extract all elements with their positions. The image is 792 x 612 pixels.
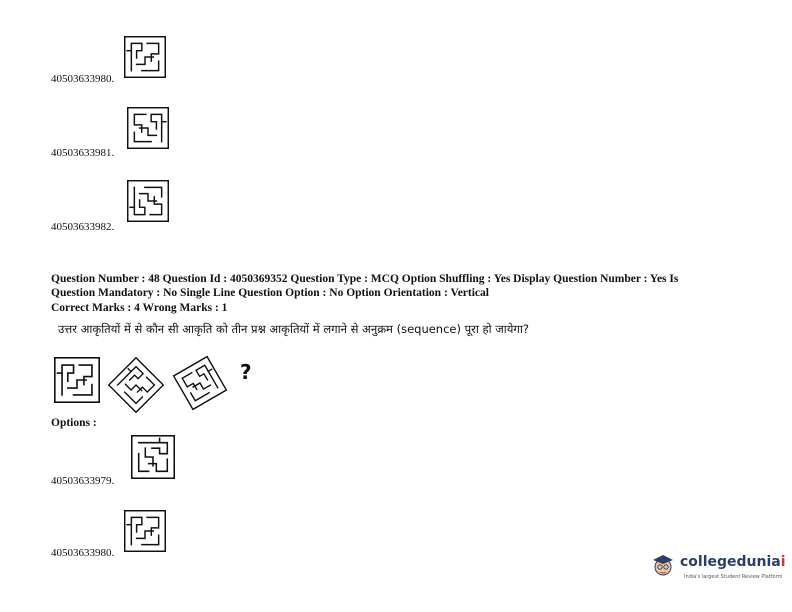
question-figure-3 bbox=[172, 355, 228, 411]
option-figure-40503633979 bbox=[131, 435, 175, 479]
option-id-top-3: 40503633982. bbox=[51, 221, 115, 233]
option-id-top-1: 40503633980. bbox=[51, 73, 115, 85]
option-figure-40503633980-bottom bbox=[124, 510, 166, 552]
option-id-bottom-1: 40503633979. bbox=[51, 475, 115, 487]
option-figure-40503633980-top bbox=[124, 36, 166, 78]
collegedunia-logo-icon bbox=[650, 552, 676, 578]
options-label: Options : bbox=[51, 417, 97, 429]
question-marks: Correct Marks : 4 Wrong Marks : 1 bbox=[51, 302, 228, 314]
collegedunia-wordmark bbox=[680, 554, 786, 570]
question-mark: ? bbox=[240, 360, 252, 384]
question-figure-1 bbox=[54, 357, 100, 403]
question-figure-2 bbox=[108, 357, 164, 413]
question-text: उत्तर आकृतियों में से कौन सी आकृति को तीन प्रश्न आकृतियों में लगाने से अनुक्रम (sequence) पूरा हो जायेगा? bbox=[58, 322, 529, 336]
option-id-bottom-2: 40503633980. bbox=[51, 547, 115, 559]
option-figure-40503633981 bbox=[127, 107, 169, 149]
collegedunia-tagline: India's largest Student Review Platform bbox=[684, 574, 783, 580]
option-figure-40503633982 bbox=[127, 180, 169, 222]
question-meta-line-2: Question Mandatory : No Single Line Question Option : No Option Orientation : Vertical bbox=[51, 287, 489, 299]
collegedunia-name-suffix: i bbox=[780, 554, 786, 570]
collegedunia-name: collegedunia bbox=[680, 554, 781, 570]
option-id-top-2: 40503633981. bbox=[51, 147, 115, 159]
question-meta-line-1: Question Number : 48 Question Id : 4050369352 Question Type : MCQ Option Shuffling : Yes Display Question Number : Yes Is bbox=[51, 273, 679, 285]
